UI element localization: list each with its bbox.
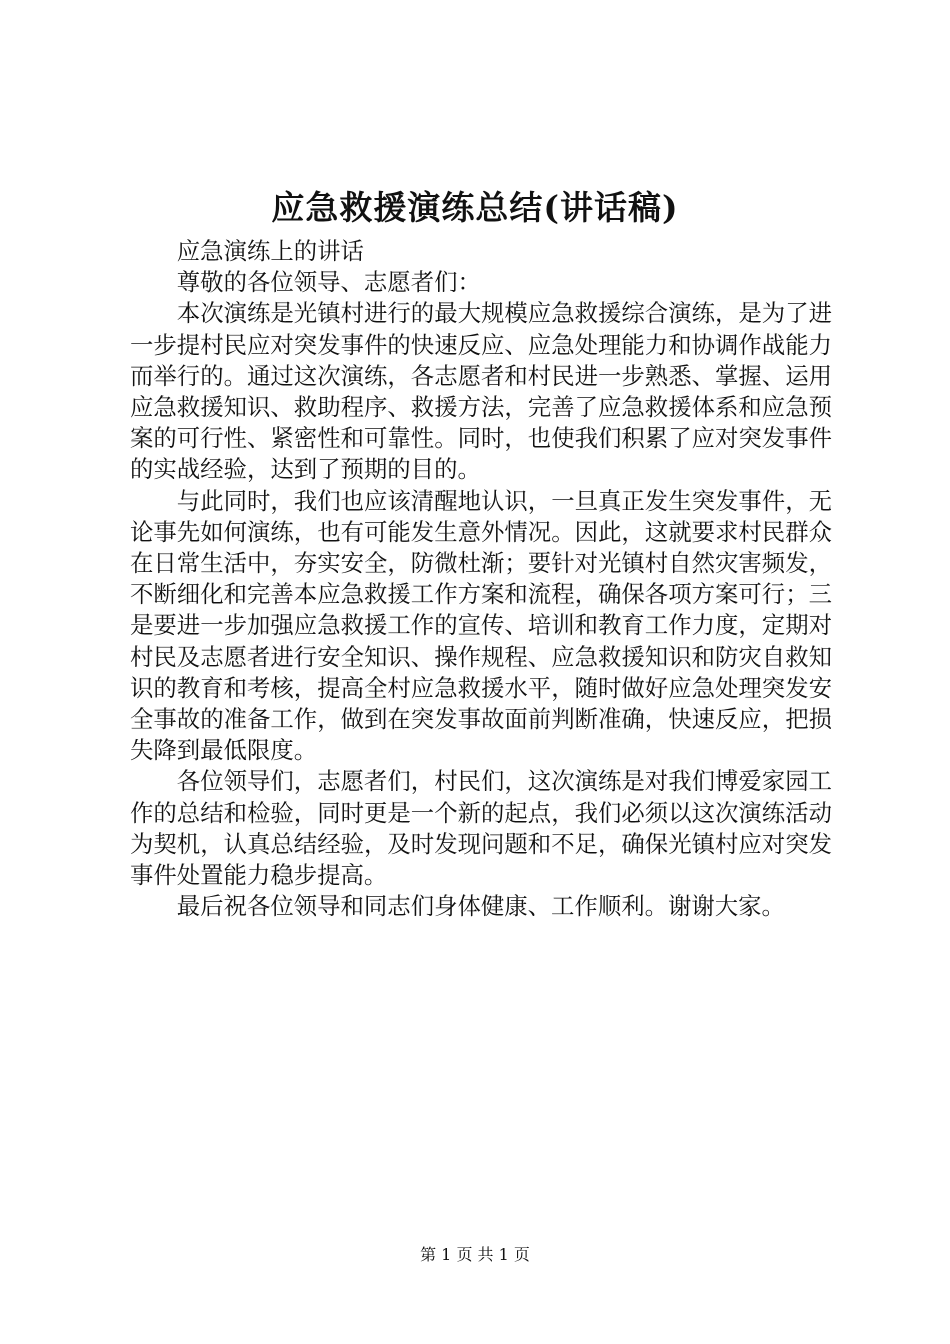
paragraph-conclusion: 各位领导们，志愿者们，村民们，这次演练是对我们博爱家园工作的总结和检验，同时更是一个新的起点，我们必须以这次演练活动为契机，认真总结经验，及时发现问题和不足，确保光镇村应对突发事件处置能力稳步提高。	[130, 767, 832, 890]
paragraph-requirements: 与此同时，我们也应该清醒地认识，一旦真正发生突发事件，无论事先如何演练，也有可能发生意外情况。因此，这就要求村民群众在日常生活中，夯实安全，防微杜渐；要针对光镇村自然灾害频发，不断细化和完善本应急救援工作方案和流程，确保各项方案可行；三是要进一步加强应急救援工作的宣传、培训和教育工作力度，定期对村民及志愿者进行安全知识、操作规程、应急救援知识和防灾自救知识的教育和考核，提高全村应急救援水平，随时做好应急处理突发安全事故的准备工作，做到在突发事故面前判断准确，快速反应，把损失降到最低限度。	[130, 486, 832, 765]
document-title: 应急救援演练总结(讲话稿)	[271, 188, 679, 227]
paragraph-closing-wishes: 最后祝各位领导和同志们身体健康、工作顺利。谢谢大家。	[176, 892, 785, 921]
paragraph-speech-heading: 应急演练上的讲话	[176, 237, 364, 265]
paragraph-salutation: 尊敬的各位领导、志愿者们：	[176, 268, 481, 297]
document-body	[130, 236, 832, 922]
paragraph-drill-summary: 本次演练是光镇村进行的最大规模应急救援综合演练，是为了进一步提村民应对突发事件的快速反应、应急处理能力和协调作战能力而举行的。通过这次演练，各志愿者和村民进一步熟悉、掌握、运用应急救援知识、救助程序、救援方法，完善了应急救援体系和应急预案的可行性、紧密性和可靠性。同时，也使我们积累了应对突发事件的实战经验，达到了预期的目的。	[130, 299, 832, 484]
page-number-footer: 第 1 页 共 1 页	[420, 1245, 530, 1264]
